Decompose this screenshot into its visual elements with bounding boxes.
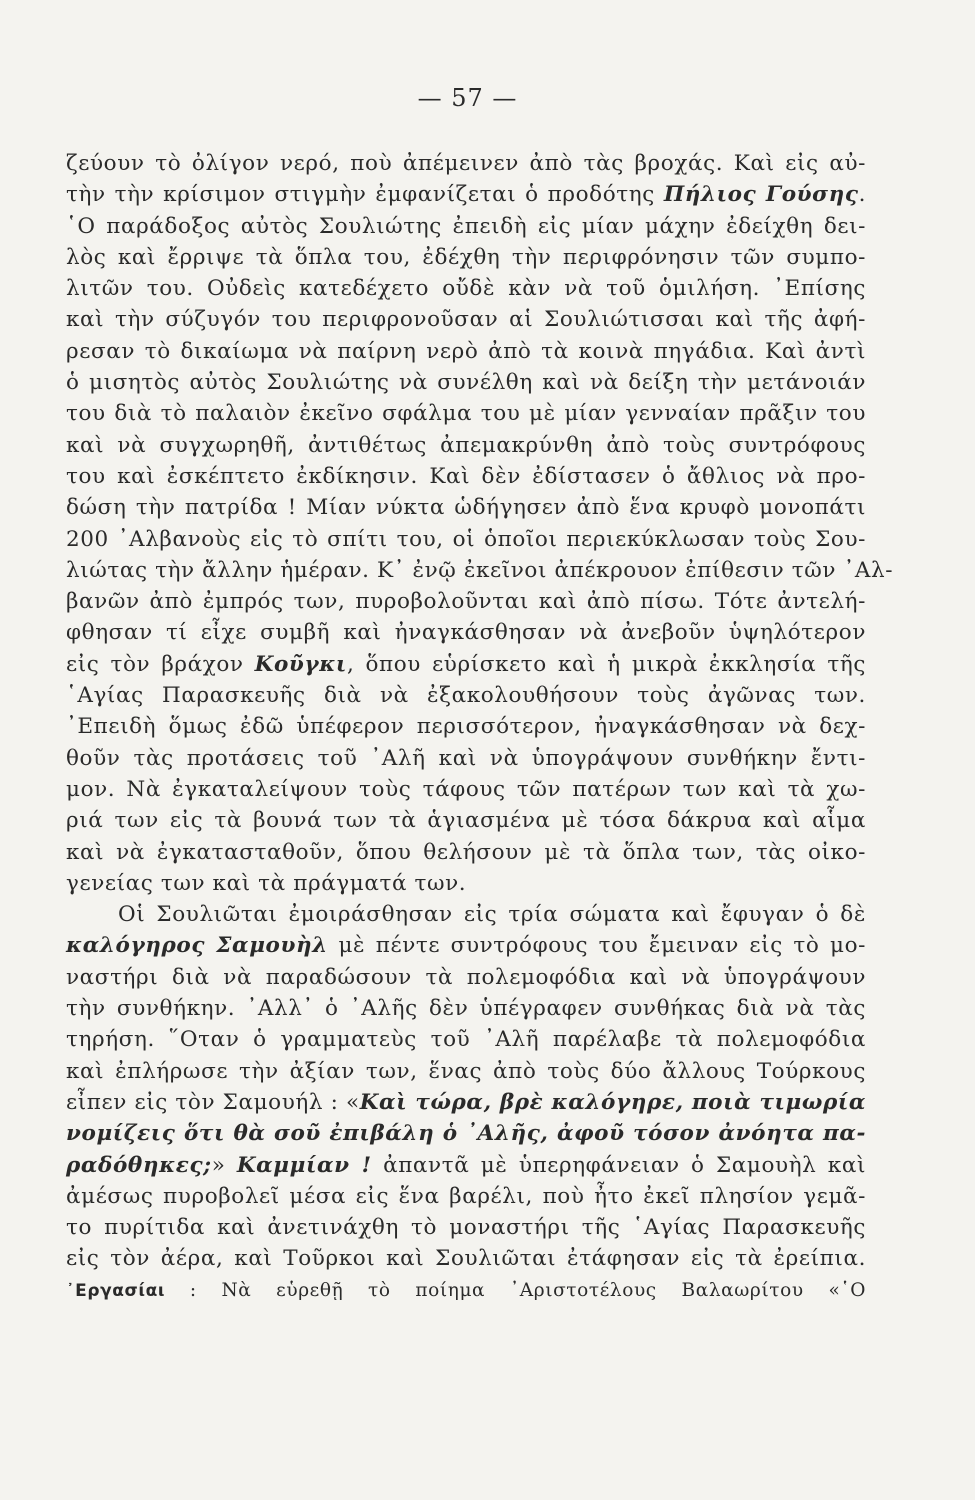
page-number: — 57 — — [417, 84, 518, 112]
text-run: » — [211, 1152, 237, 1178]
text-line — [66, 1118, 866, 1149]
text-run: ζεύουν τὸ ὀλίγον νερό, ποὺ ἀπέμεινεν ἀπὸ τὰς βροχάς. Καὶ εἰς αὐ- — [66, 151, 866, 176]
text-run: γενείας των καὶ τὰ πράγματά των. — [66, 870, 467, 896]
text-line — [66, 461, 866, 492]
text-run: τὴν τὴν κρίσιμον στιγμὴν ἐμφανίζεται ὁ προδότης — [66, 182, 664, 208]
text-run: ναστήρι διὰ νὰ παραδώσουν τὰ πολεμοφόδια καὶ νὰ ὑπογράψουν — [66, 964, 866, 990]
text-run: καὶ νὰ συγχωρηθῆ, ἀντιθέτως ἀπεμακρύνθη ἀπὸ τοὺς συντρόφους — [66, 432, 866, 458]
text-run: λιτῶν του. Οὐδεὶς κατεδέχετο οὔδὲ κὰν νὰ τοῦ ὁμιλήση. ᾿Επίσης — [66, 276, 866, 302]
text-run: τὴν συνθήκην. ᾿Αλλ᾿ ὁ ᾿Αλῆς δὲν ὑπέγραφεν συνθήκας διὰ νὰ τὰς — [66, 996, 866, 1022]
text-line — [66, 211, 866, 242]
text-line — [66, 430, 866, 461]
text-line — [66, 1056, 866, 1087]
text-run: ὁ μισητὸς αὐτὸς Σουλιώτης νὰ συνέλθη καὶ νὰ δείξη τὴν μετάνοιάν — [66, 370, 866, 396]
text-run: ῾Αγίας Παρασκευῆς διὰ νὰ ἐξακολουθήσουν τοὺς ἀγῶνας των. — [66, 683, 866, 709]
text-line — [66, 1181, 866, 1212]
text-run: ἀμέσως πυροβολεῖ μέσα εἰς ἕνα βαρέλι, ποὺ ἦτο ἐκεῖ πλησίον γεμᾶ- — [66, 1183, 866, 1209]
text-line — [66, 930, 866, 961]
text-run: ἀπαντᾶ μὲ ὑπερηφάνειαν ὁ Σαμουὴλ καὶ — [371, 1152, 866, 1178]
text-line — [66, 899, 866, 930]
text-run: ρεσαν τὸ δικαίωμα νὰ παίρνη νερὸ ἀπὸ τὰ κοινὰ πηγάδια. Καὶ ἀντὶ — [66, 338, 866, 364]
text-run: . — [858, 182, 866, 208]
text-line — [66, 680, 866, 711]
emphasized-text: Πήλιος Γούσης — [663, 182, 859, 208]
text-line — [66, 774, 866, 805]
emphasized-text: καλόγηρος Σαμουὴλ — [66, 933, 328, 959]
text-run: , ὅπου εὑρίσκετο καὶ ἡ μικρὰ ἐκκλησία τῆς — [346, 651, 866, 677]
text-run: ᾿Επειδὴ ὅμως ἐδῶ ὑπέφερον περισσότερον, ἠναγκάσθησαν νὰ δεχ- — [66, 714, 866, 740]
text-run: του καὶ ἐσκέπτετο ἐκδίκησιν. Καὶ δὲν ἐδίστασεν ὁ ἄθλιος νὰ προ- — [66, 463, 866, 489]
text-line — [66, 336, 866, 367]
text-line — [66, 962, 866, 993]
text-line — [66, 1275, 866, 1306]
emphasized-text: Καμμίαν ! — [236, 1152, 372, 1178]
emphasized-text: Κοῦγκι — [254, 651, 347, 677]
text-run: 200 ᾿Αλβανοὺς εἰς τὸ σπίτι του, οἱ ὁποῖοι περιεκύκλωσαν τοὺς Σου- — [66, 526, 866, 552]
text-run: δώση τὴν πατρίδα ! Μίαν νύκτα ὡδήγησεν ἀπὸ ἕνα κρυφὸ μονοπάτι — [66, 495, 866, 521]
emphasized-text: ραδόθηκες; — [66, 1152, 212, 1178]
text-run: λὸς καὶ ἔρριψε τὰ ὅπλα του, ἐδέχθη τὴν περιφρόνησιν τῶν συμπο- — [66, 244, 866, 270]
text-run: του διὰ τὸ παλαιὸν ἐκεῖνο σφάλμα του μὲ μίαν γενναίαν πρᾶξιν του — [66, 401, 866, 427]
text-run: ῾Ο παράδοξος αὐτὸς Σουλιώτης ἐπειδὴ εἰς μίαν μάχην ἐδείχθη δει- — [66, 213, 866, 239]
text-run: λιώτας τὴν ἄλλην ἡμέραν. Κ᾿ ἐνῷ ἐκεῖνοι ἀπέκρουον ἐπίθεσιν τῶν ᾿Αλ- — [66, 557, 894, 583]
text-line — [66, 837, 866, 868]
text-run: τηρήση. ῞Οταν ὁ γραμματεὺς τοῦ ᾿Αλῆ παρέλαβε τὰ πολεμοφόδια — [66, 1027, 866, 1053]
text-line — [66, 586, 866, 617]
body-text — [66, 148, 894, 1306]
text-line — [66, 179, 866, 210]
text-run: Οἱ Σουλιῶται ἐμοιράσθησαν εἰς τρία σώματα καὶ ἔφυγαν ὁ δὲ — [118, 902, 866, 928]
text-run: μον. Νὰ ἐγκαταλείψουν τοὺς τάφους τῶν πατέρων των καὶ τὰ χω- — [66, 776, 866, 802]
text-run: βανῶν ἀπὸ ἐμπρός των, πυροβολοῦνται καὶ ἀπὸ πίσω. Τότε ἀντελή- — [66, 589, 866, 615]
text-line — [66, 555, 894, 586]
text-run: φθησαν τί εἶχε συμβῆ καὶ ἠναγκάσθησαν νὰ ἀνεβοῦν ὑψηλότερον — [66, 620, 866, 646]
text-run: εἰς τὸν βράχον — [66, 651, 255, 677]
exercises-label: ᾿Εργασίαι — [66, 1280, 166, 1301]
text-line — [66, 743, 866, 774]
text-run: το πυρίτιδα καὶ ἀνετινάχθη τὸ μοναστήρι τῆς ῾Αγίας Παρασκευῆς — [66, 1215, 866, 1241]
text-run: μὲ πέντε συντρόφους του ἔμειναν εἰς τὸ μο- — [327, 933, 866, 959]
text-run: καὶ τὴν σύζυγόν του περιφρονοῦσαν αἱ Σουλιώτισσαι καὶ τῆς ἀφή- — [66, 307, 866, 333]
text-run: καὶ ἐπλήρωσε τὴν ἀξίαν των, ἕνας ἀπὸ τοὺς δύο ἄλλους Τούρκους — [66, 1058, 866, 1084]
text-line — [66, 1087, 866, 1118]
text-line — [66, 524, 866, 555]
text-line — [66, 273, 866, 304]
text-line — [66, 148, 866, 179]
text-line — [66, 1212, 866, 1243]
text-line — [66, 805, 866, 836]
text-run: θοῦν τὰς προτάσεις τοῦ ᾿Αλῆ καὶ νὰ ὑπογράψουν συνθήκην ἔντι- — [66, 745, 866, 771]
emphasized-text: νομίζεις ὅτι θὰ σοῦ ἐπιβάλη ὁ ᾿Αλῆς, ἀφοῦ τόσον ἀνόητα πα- — [66, 1121, 866, 1147]
text-run: εἶπεν εἰς τὸν Σαμουήλ : « — [66, 1089, 360, 1115]
text-line — [66, 617, 866, 648]
emphasized-text: Καὶ τώρα, βρὲ καλόγηρε, ποιὰ τιμωρία — [359, 1089, 866, 1115]
text-line — [66, 242, 866, 273]
text-line — [66, 711, 866, 742]
text-line — [66, 367, 866, 398]
text-run: ριά των εἰς τὰ βουνά των τὰ ἁγιασμένα μὲ τόσα δάκρυα καὶ αἷμα — [66, 808, 866, 834]
text-run: : Νὰ εὑρεθῇ τὸ ποίημα ᾿Αριστοτέλους Βαλαωρίτου «῾Ο — [165, 1279, 866, 1301]
text-line — [66, 993, 866, 1024]
text-run: εἰς τὸν ἀέρα, καὶ Τοῦρκοι καὶ Σουλιῶται ἐτάφησαν εἰς τὰ ἐρείπια. — [66, 1246, 866, 1272]
text-run: καὶ νὰ ἐγκατασταθοῦν, ὅπου θελήσουν μὲ τὰ ὅπλα των, τὰς οἰκο- — [66, 839, 866, 865]
text-line — [66, 1150, 866, 1181]
text-line — [66, 649, 866, 680]
text-line — [66, 304, 866, 335]
text-line — [66, 492, 866, 523]
text-line — [66, 1024, 866, 1055]
text-line — [66, 868, 866, 899]
text-line — [66, 398, 866, 429]
text-line — [66, 1243, 866, 1274]
